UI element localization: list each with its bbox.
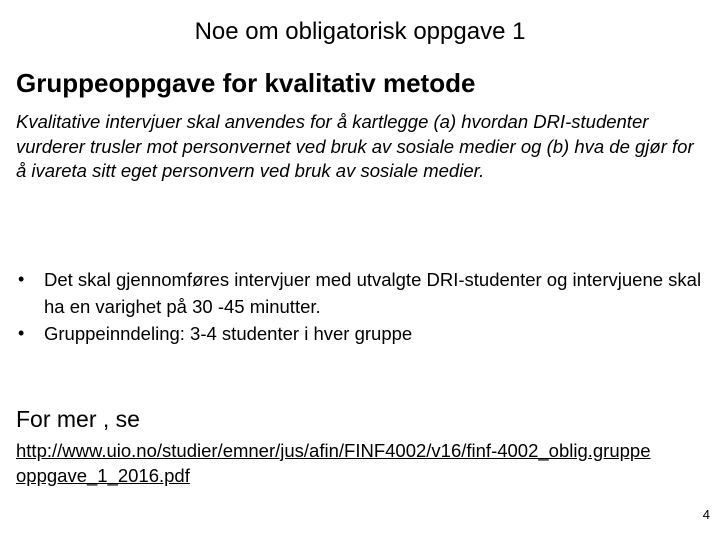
more-info-label: For mer , se: [16, 406, 140, 432]
bullet-list: [16, 266, 706, 347]
intro-paragraph: Kvalitative intervjuer skal anvendes for å kartlegge (a) hvordan DRI-studenter vurderer trusler mot personvernet ved bruk av sosiale medier og (b) hva de gjør for å ivareta sitt eget personvern ved bruk av sosiale medier.: [16, 111, 694, 181]
bullet-item: [16, 266, 706, 320]
bullet-icon: •: [18, 269, 25, 289]
slide-title: Noe om obligatorisk oppgave 1: [194, 18, 526, 45]
page-number: 4: [702, 507, 710, 522]
assignment-link[interactable]: http://www.uio.no/studier/emner/jus/afin/FINF4002/v16/finf-4002_oblig.gruppeoppgave_1_2016.pdf: [16, 440, 651, 486]
bullet-text: Gruppeinndeling: 3-4 studenter i hver gruppe: [44, 323, 413, 344]
bullet-icon: •: [18, 323, 25, 343]
bullet-item: [16, 320, 706, 347]
slide-subtitle: Gruppeoppgave for kvalitativ metode: [16, 68, 476, 98]
bullet-text: Det skal gjennomføres intervjuer med utvalgte DRI-studenter og intervjuene skal ha en varighet på 30 -45 minutter.: [44, 269, 702, 317]
